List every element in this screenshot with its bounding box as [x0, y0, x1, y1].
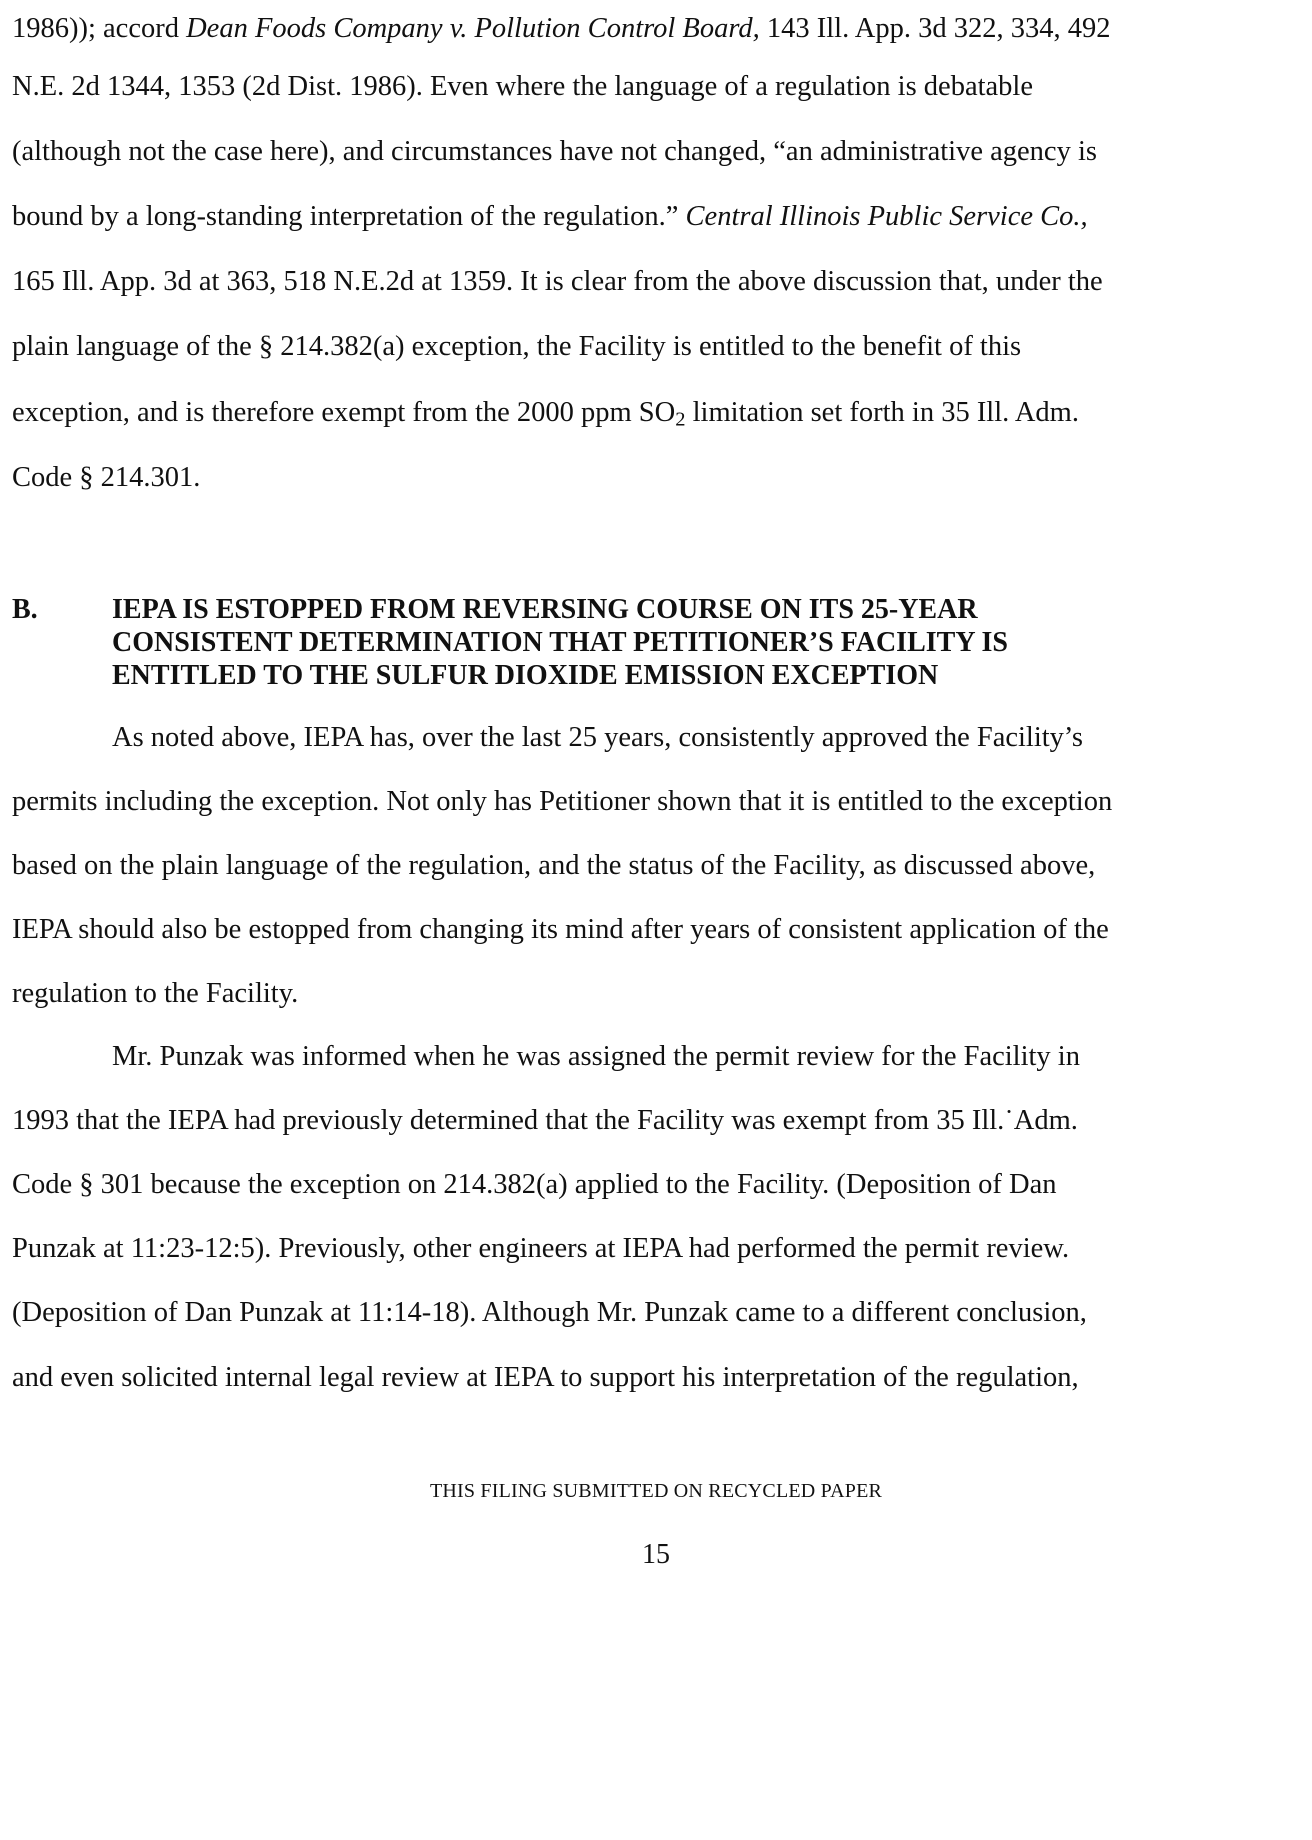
section-heading-line: ENTITLED TO THE SULFUR DIOXIDE EMISSION EXCEPTION: [112, 660, 939, 691]
body-text-line: regulation to the Facility.: [12, 978, 299, 1009]
body-text-line: permits including the exception. Not only has Petitioner shown that it is entitled to the exception: [12, 786, 1113, 817]
body-text-line: plain language of the § 214.382(a) exception, the Facility is entitled to the benefit of this: [12, 331, 1022, 362]
body-text-line: Code § 214.301.: [12, 462, 201, 493]
body-text-line: N.E. 2d 1344, 1353 (2d Dist. 1986). Even where the language of a regulation is debatable: [12, 71, 1033, 102]
body-text-line: exception, and is therefore exempt from the 2000 ppm $SO_2$ limitation set forth in 35 Ill. Adm.: [12, 397, 1079, 431]
body-text-line: Code § 301 because the exception on 214.382(a) applied to the Facility. (Deposition of Dan: [12, 1169, 1057, 1200]
body-text-line: (although not the case here), and circumstances have not changed, “an administrative agency is: [12, 136, 1097, 167]
section-letter: B.: [12, 594, 38, 625]
body-text-line: Punzak at 11:23-12:5). Previously, other engineers at IEPA had performed the permit review.: [12, 1233, 1070, 1264]
footer-note: THIS FILING SUBMITTED ON RECYCLED PAPER: [429, 1480, 883, 1502]
page-number: 15: [642, 1539, 670, 1570]
body-text-line: 1986)); accord Dean Foods Company v. Pollution Control Board, 143 Ill. App. 3d 322, 334, 492: [12, 13, 1111, 44]
body-text-line: based on the plain language of the regulation, and the status of the Facility, as discussed above,: [12, 850, 1096, 881]
body-text-line: and even solicited internal legal review at IEPA to support his interpretation of the regulation,: [12, 1362, 1079, 1393]
body-text-line: 1993 that the IEPA had previously determined that the Facility was exempt from 35 Ill.˙Adm.: [12, 1105, 1078, 1136]
paragraph-first-line: Mr. Punzak was informed when he was assigned the permit review for the Facility in: [112, 1041, 1080, 1072]
case-citation: Central Illinois Public Service Co.,: [685, 201, 1088, 232]
paragraph-first-line: As noted above, IEPA has, over the last 25 years, consistently approved the Facility’s: [112, 722, 1083, 753]
case-citation: Dean Foods Company v. Pollution Control Board,: [186, 13, 760, 44]
section-heading-line: IEPA IS ESTOPPED FROM REVERSING COURSE ON ITS 25-YEAR: [112, 594, 978, 625]
body-text-line: (Deposition of Dan Punzak at 11:14-18). Although Mr. Punzak came to a different conclusion,: [12, 1297, 1087, 1328]
subscript: 2: [675, 408, 686, 431]
section-heading-line: CONSISTENT DETERMINATION THAT PETITIONER’S FACILITY IS: [112, 627, 1008, 658]
body-text-line: IEPA should also be estopped from changing its mind after years of consistent application of the: [12, 914, 1109, 945]
body-text-line: 165 Ill. App. 3d at 363, 518 N.E.2d at 1359. It is clear from the above discussion that, under the: [12, 266, 1103, 297]
body-text-line: bound by a long-standing interpretation of the regulation.” Central Illinois Public Service Co.,: [12, 201, 1088, 232]
